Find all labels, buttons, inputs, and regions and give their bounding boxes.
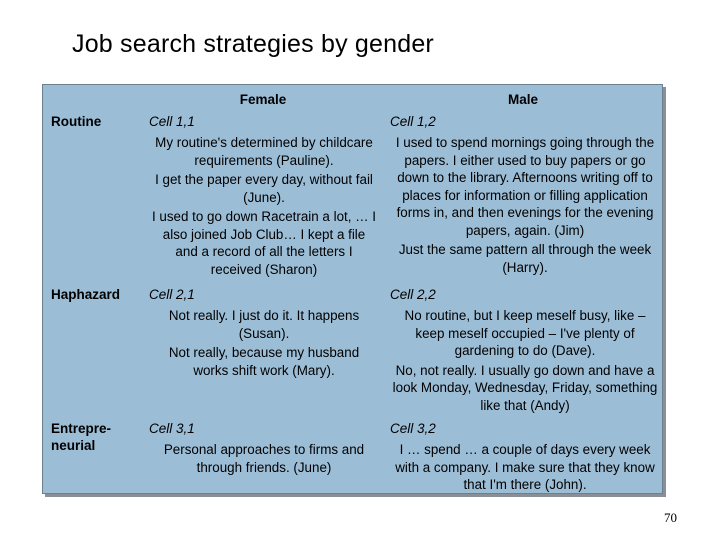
slide-title: Job search strategies by gender	[72, 30, 434, 58]
cell-1-2-quotes	[390, 134, 660, 278]
quote: Not really. I just do it. It happens (Susan).	[168, 308, 360, 341]
quote: I used to go down Racetrain a lot, … I also joined Job Club… I kept a file and a record of all the letters I received (Sharon)	[151, 209, 377, 277]
cell-label-1-2: Cell 1,2	[390, 114, 436, 129]
cell-3-1-quotes	[151, 441, 377, 478]
page-number: 70	[664, 510, 677, 525]
quote: I used to spend mornings going through the papers. I either used to buy papers or go down to the library. Afternoons writing off to places for information or filling application forms in, and then evenings for the evening papers, again. (Jim)	[395, 135, 655, 238]
cell-2-1-quotes	[151, 307, 377, 381]
cell-label-2-1: Cell 2,1	[149, 287, 195, 302]
row-label-haphazard: Haphazard	[51, 287, 121, 302]
row-label-entrepreneurial: Entrepre- neurial	[51, 421, 112, 453]
quote: Personal approaches to firms and through friends. (June)	[163, 442, 365, 475]
quote: Not really, because my husband works shift work (Mary).	[168, 345, 360, 378]
cell-3-2-quotes	[390, 441, 660, 496]
strategy-table	[42, 84, 663, 494]
cell-1-1-quotes	[151, 134, 377, 280]
row-label-routine: Routine	[51, 114, 102, 129]
quote: No routine, but I keep meself busy, like – keep meself occupied – I've plenty of gardening to do (Dave).	[404, 308, 646, 358]
quote: I … spend … a couple of days every week with a company. I make sure that they know that I'm there (John).	[395, 442, 655, 492]
quote: I get the paper every day, without fail (June).	[155, 172, 373, 205]
cell-label-1-1: Cell 1,1	[149, 114, 195, 129]
cell-label-3-2: Cell 3,2	[390, 421, 436, 436]
cell-2-2-quotes	[390, 307, 660, 416]
quote: Just the same pattern all through the week (Harry).	[398, 242, 652, 275]
cell-label-3-1: Cell 3,1	[149, 421, 195, 436]
cell-label-2-2: Cell 2,2	[390, 287, 436, 302]
column-header-female: Female	[239, 92, 287, 107]
quote: My routine's determined by childcare requirements (Pauline).	[155, 135, 373, 168]
column-header-male: Male	[507, 92, 538, 107]
quote: No, not really. I usually go down and have a look Monday, Wednesday, Friday, something like that (Andy)	[392, 362, 658, 413]
